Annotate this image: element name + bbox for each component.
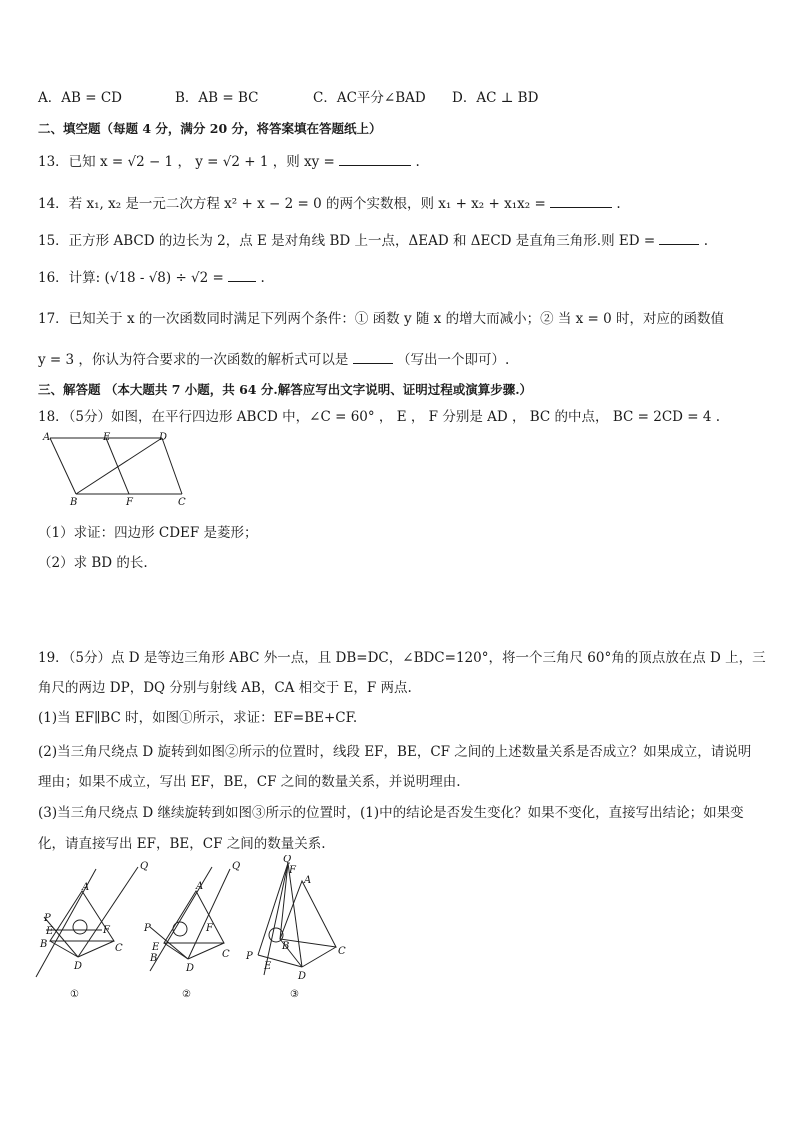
label-b: B (40, 939, 48, 950)
question-18-stem: 18．（5分）如图，在平行四边形 ABCD 中，∠C = 60° ， E ， F 分别是 AD ， BC 的中点， BC = 2CD = 4 . (38, 409, 721, 425)
label-p: P (246, 951, 253, 962)
label-e: E (46, 926, 54, 937)
label-c: C (222, 949, 230, 960)
label-c: C (178, 497, 186, 508)
option-a: A．AB = CD (38, 90, 122, 106)
question-19-line1: 19．（5分）点 D 是等边三角形 ABC 外一点，且 DB=DC，∠BDC=120°，将一个三角尺 60°角的顶点放在点 D 上，三 (38, 650, 766, 666)
question-16 (38, 266, 265, 286)
question-19-line4: (2)当三角尺绕点 D 旋转到如图②所示的位置时，线段 EF，BE，CF 之间的上述数量关系是否成立？如果成立，请说明 (38, 744, 752, 760)
question-19-line2: 角尺的两边 DP，DQ 分别与射线 AB，CA 相交于 E，F 两点. (38, 680, 412, 696)
label-f: F (103, 925, 110, 936)
answer-blank (228, 269, 256, 282)
segment-ef (106, 438, 129, 494)
question-18-part2: （2）求 BD 的长. (38, 555, 148, 571)
question-13-tail: . (415, 154, 420, 170)
question-14-tail: . (616, 196, 621, 212)
label-c: C (338, 946, 346, 957)
label-b: B (70, 497, 78, 508)
option-c: C．AC平分∠BAD (313, 90, 426, 106)
question-19-line3: (1)当 EF∥BC 时，如图①所示，求证：EF=BE+CF. (38, 710, 358, 726)
question-15 (38, 229, 708, 249)
question-19-line5: 理由；如果不成立，写出 EF，BE，CF 之间的数量关系，并说明理由. (38, 774, 461, 790)
label-a: A (196, 881, 204, 892)
label-p: P (44, 913, 51, 924)
question-16-tail: . (260, 270, 265, 286)
parallelogram-figure (40, 430, 200, 510)
label-d: D (298, 971, 307, 982)
label-a: A (82, 882, 90, 893)
question-13 (38, 150, 420, 170)
answer-blank (659, 232, 699, 245)
label-e: E (103, 432, 111, 443)
question-13-text: 13．已知 x = √2 − 1 ， y = √2 + 1 ，则 xy = (38, 154, 335, 170)
label-p: P (144, 923, 151, 934)
label-q: Q (232, 861, 241, 872)
answer-blank (339, 153, 411, 166)
question-19-line6: (3)当三角尺绕点 D 继续旋转到如图③所示的位置时，(1)中的结论是否发生变化？如果不变化，直接写出结论；如果变 (38, 805, 744, 821)
triangle-figure-1 (30, 855, 150, 1005)
label-a: A (43, 432, 51, 443)
question-17-line2 (38, 348, 509, 368)
label-f: F (289, 865, 296, 876)
section-title-fill-in: 二、填空题（每题 4 分，满分 20 分，将答案填在答题纸上） (38, 121, 382, 136)
segment-bd (76, 438, 162, 494)
option-b: B．AB = BC (175, 90, 259, 106)
label-d: D (186, 963, 195, 974)
triangle-figure-3 (240, 855, 350, 1005)
label-d: D (74, 961, 83, 972)
question-15-text: 15．正方形 ABCD 的边长为 2，点 E 是对角线 BD 上一点，ΔEAD 和 ΔECD 是直角三角形.则 ED = (38, 233, 656, 249)
segment-ab (50, 438, 76, 494)
label-b: B (282, 941, 290, 952)
figure-caption-1: ① (70, 989, 79, 1000)
label-a: A (304, 875, 312, 886)
label-d: D (159, 432, 168, 443)
question-16-text: 16．计算: (√18 - √8) ÷ √2 = (38, 270, 224, 286)
label-c: C (115, 943, 123, 954)
question-14 (38, 192, 621, 212)
question-14-text: 14．若 x₁, x₂ 是一元二次方程 x² + x − 2 = 0 的两个实数根，则 x₁ + x₂ + x₁x₂ = (38, 196, 546, 212)
question-19-line7: 化，请直接写出 EF，BE，CF 之间的数量关系. (38, 836, 326, 852)
question-17-line2-post: （写出一个即可）. (397, 352, 510, 368)
label-q: Q (283, 855, 292, 865)
answer-blank (550, 195, 612, 208)
question-17-line2-pre: y = 3 ，你认为符合要求的一次函数的解析式可以是 (38, 352, 349, 368)
label-q: Q (140, 861, 149, 872)
question-17-line1: 17．已知关于 x 的一次函数同时满足下列两个条件：① 函数 y 随 x 的增大而减小；② 当 x = 0 时，对应的函数值 (38, 311, 725, 327)
label-f: F (126, 497, 133, 508)
section-title-solve: 三、解答题 （本大题共 7 小题，共 64 分.解答应写出文字说明、证明过程或演算步骤.） (38, 382, 533, 397)
option-d: D．AC ⊥ BD (452, 90, 539, 106)
label-f: F (206, 923, 213, 934)
question-15-tail: . (703, 233, 709, 249)
question-18-part1: （1）求证：四边形 CDEF 是菱形； (38, 525, 258, 541)
label-b: B (150, 953, 158, 964)
segment-dc (162, 438, 182, 494)
figure-caption-3: ③ (290, 989, 299, 1000)
label-e: E (264, 961, 272, 972)
label-e: E (152, 942, 160, 953)
figure-caption-2: ② (182, 989, 191, 1000)
answer-blank (353, 351, 393, 364)
